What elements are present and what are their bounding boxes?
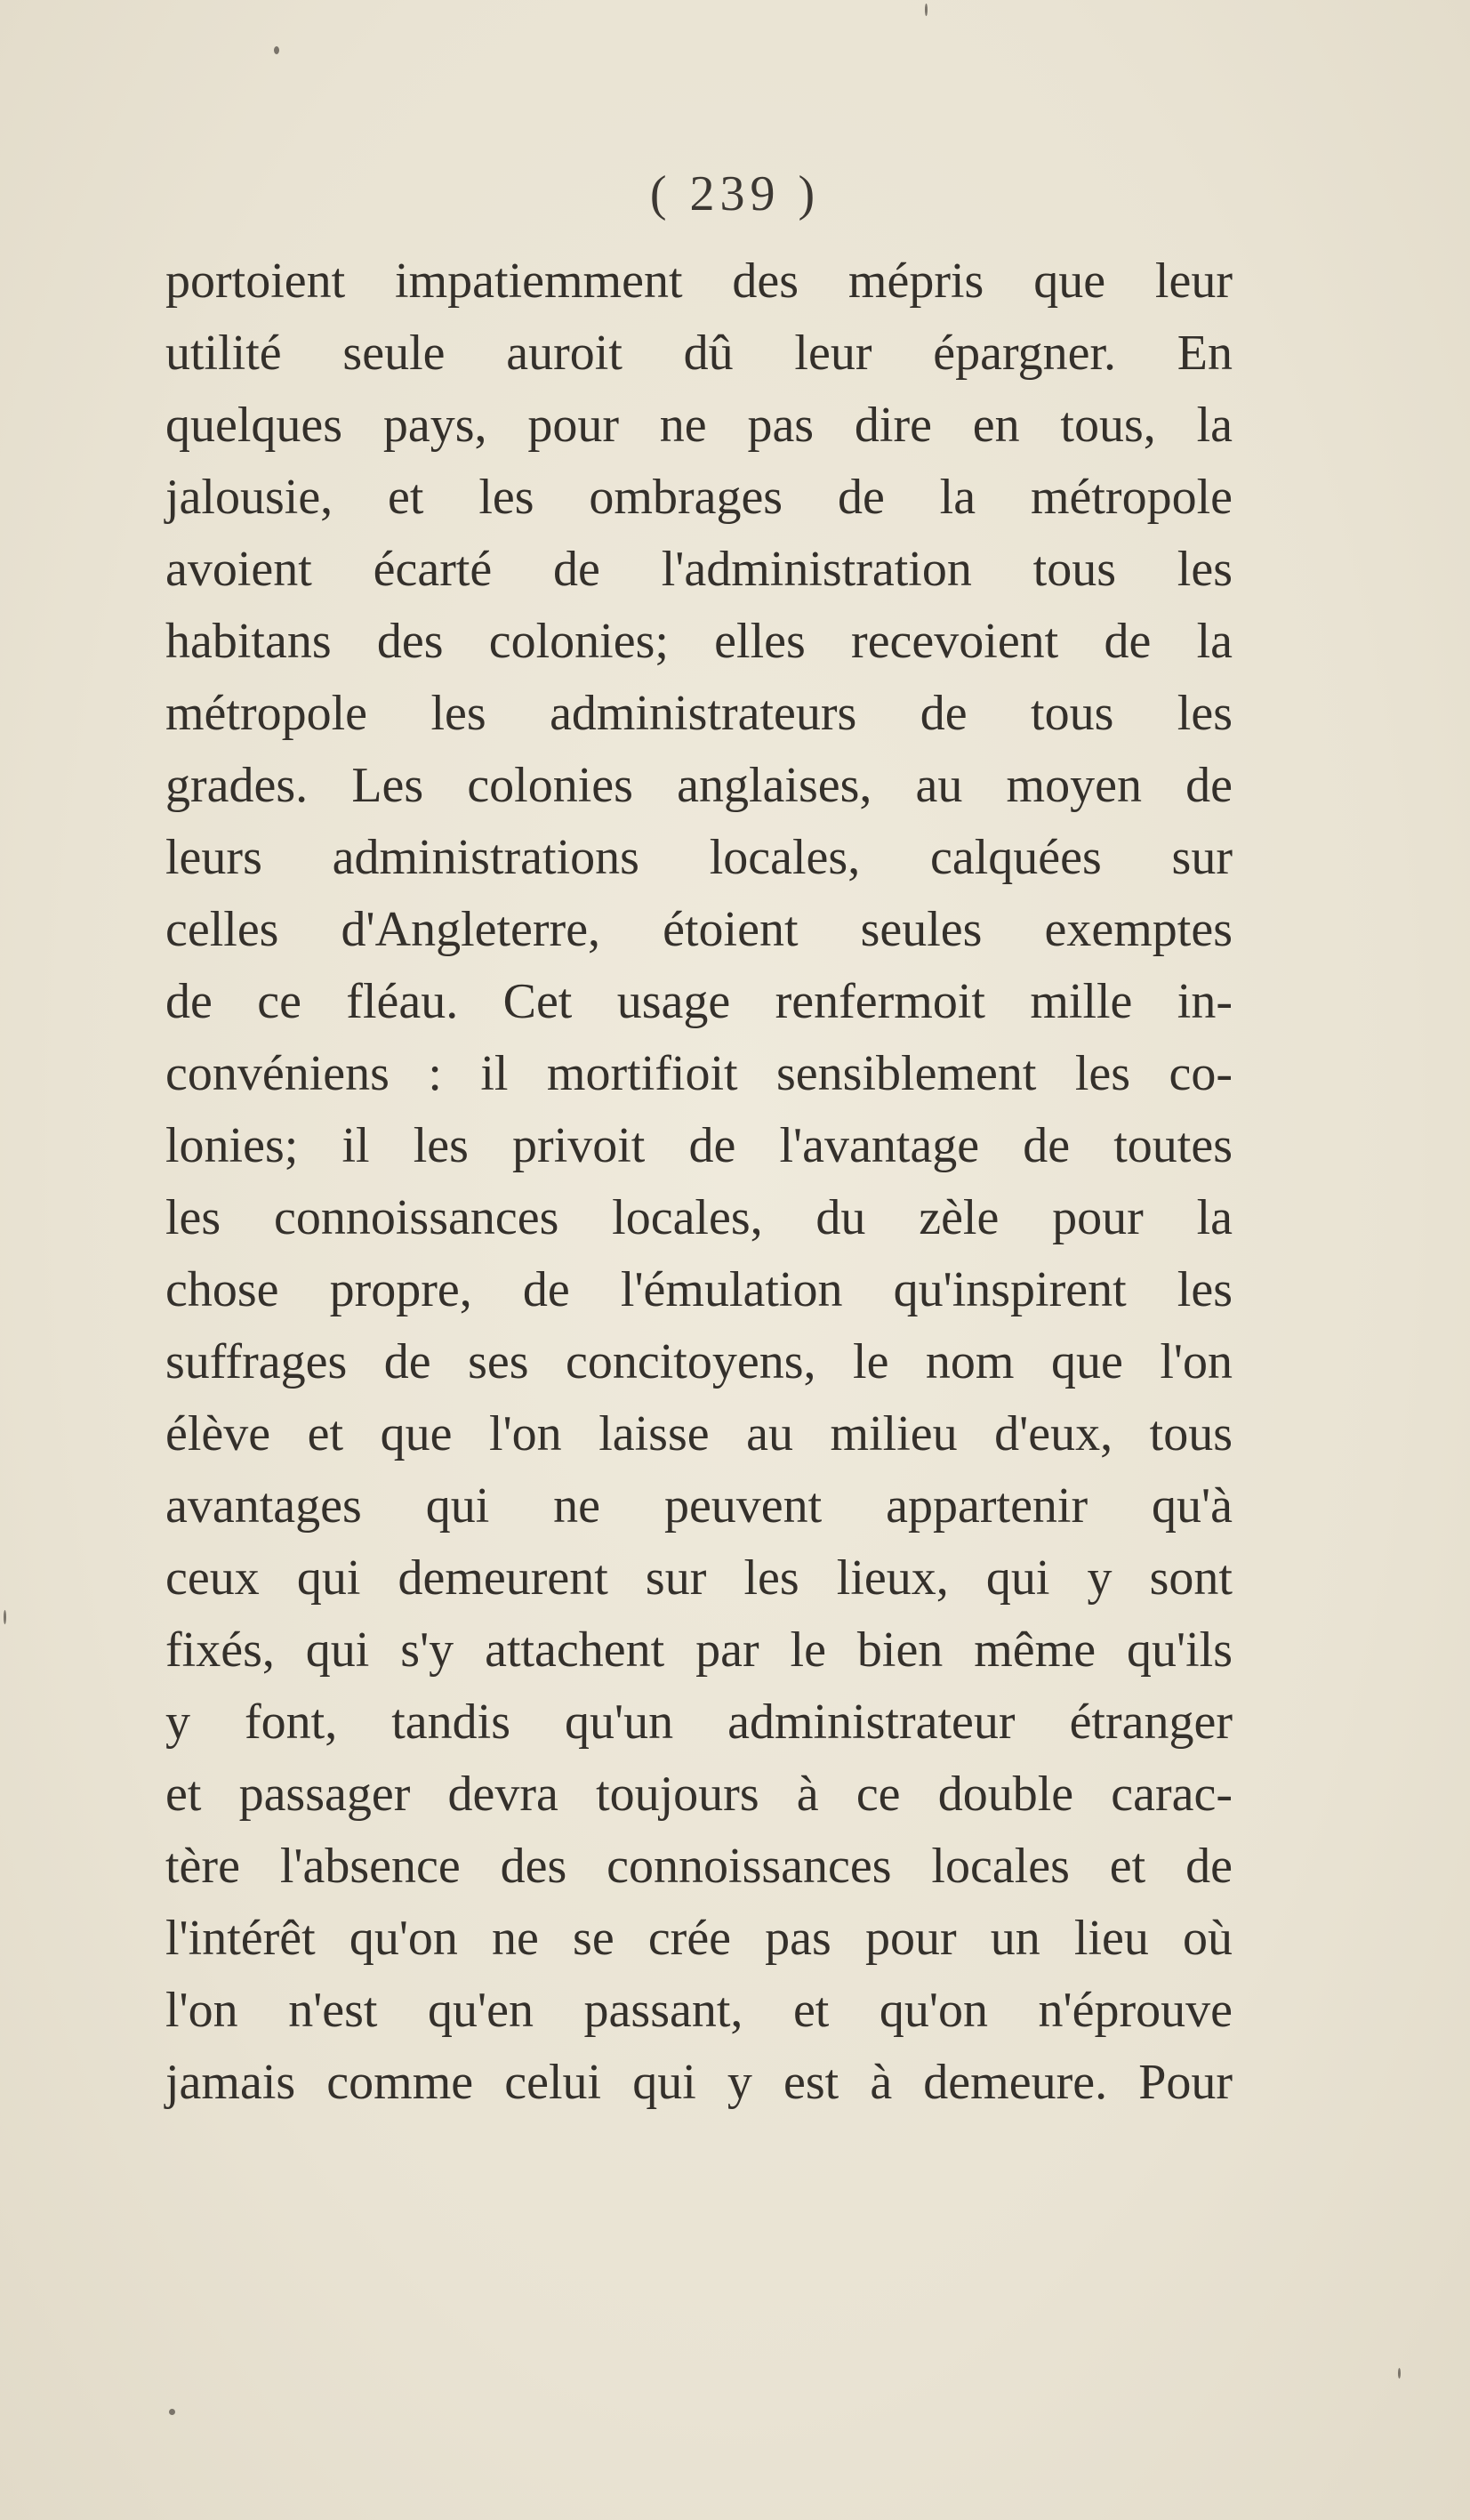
body-text	[165, 246, 1233, 2119]
text-line: chose propre, de l'émulation qu'inspirent les	[165, 1262, 1233, 1317]
text-line: habitans des colonies; elles recevoient de la	[165, 614, 1233, 669]
text-line: avantages qui ne peuvent appartenir qu'à	[165, 1478, 1233, 1534]
paper-speck	[169, 2409, 175, 2415]
paper-speck	[925, 4, 928, 16]
text-line: l'on n'est qu'en passant, et qu'on n'éprouve	[165, 1983, 1233, 2038]
text-line: de ce fléau. Cet usage renfermoit mille in-	[165, 974, 1233, 1029]
text-line: portoient impatiemment des mépris que leur	[165, 254, 1233, 309]
text-line: métropole les administrateurs de tous les	[165, 686, 1233, 741]
text-line: jamais comme celui qui y est à demeure. Pour	[165, 2055, 1233, 2110]
text-line: les connoissances locales, du zèle pour la	[165, 1190, 1233, 1245]
text-line: y font, tandis qu'un administrateur étranger	[165, 1695, 1233, 1750]
text-line: grades. Les colonies anglaises, au moyen de	[165, 758, 1233, 813]
paper-speck	[1398, 2368, 1401, 2379]
text-line: jalousie, et les ombrages de la métropole	[165, 470, 1233, 525]
text-line: celles d'Angleterre, étoient seules exemptes	[165, 902, 1233, 957]
text-line: utilité seule auroit dû leur épargner. En	[165, 326, 1233, 381]
text-line: l'intérêt qu'on ne se crée pas pour un lieu où	[165, 1911, 1233, 1966]
text-line: leurs administrations locales, calquées sur	[165, 830, 1233, 885]
text-line: et passager devra toujours à ce double carac-	[165, 1767, 1233, 1822]
text-line: lonies; il les privoit de l'avantage de toutes	[165, 1118, 1233, 1173]
page-number: ( 239 )	[649, 166, 821, 221]
text-line: élève et que l'on laisse au milieu d'eux, tous	[165, 1406, 1233, 1461]
text-line: tère l'absence des connoissances locales et de	[165, 1839, 1233, 1894]
paper-speck	[4, 1610, 6, 1624]
text-line: fixés, qui s'y attachent par le bien même qu'ils	[165, 1622, 1233, 1678]
text-line: suffrages de ses concitoyens, le nom que l'on	[165, 1334, 1233, 1389]
text-line: convéniens : il mortifioit sensiblement les co-	[165, 1046, 1233, 1101]
text-line: quelques pays, pour ne pas dire en tous, la	[165, 398, 1233, 453]
text-line: ceux qui demeurent sur les lieux, qui y sont	[165, 1550, 1233, 1606]
text-line: avoient écarté de l'administration tous les	[165, 542, 1233, 597]
paper-speck	[274, 46, 279, 54]
